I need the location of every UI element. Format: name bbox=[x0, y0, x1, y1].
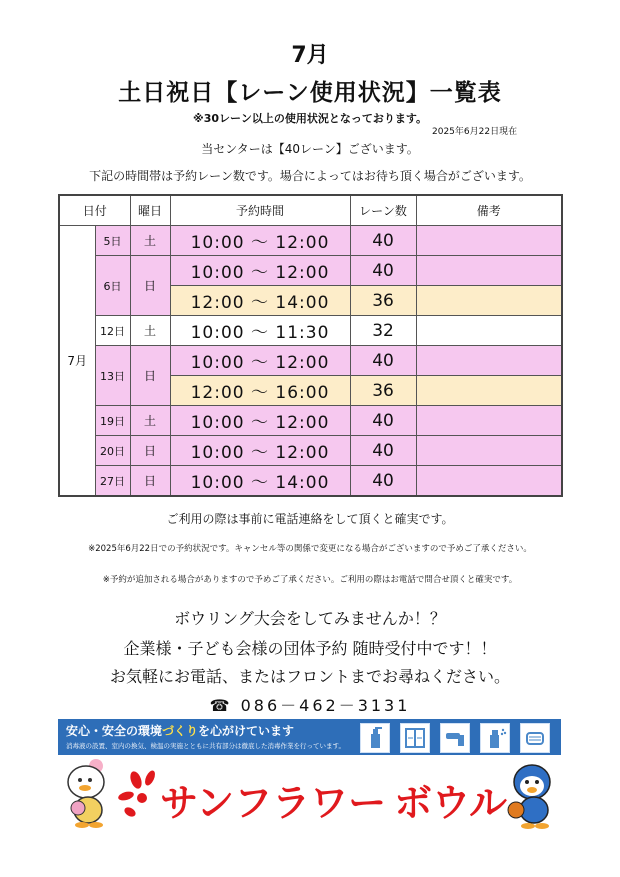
lanes-cell: 40 bbox=[350, 346, 416, 376]
weekday-cell: 日 bbox=[130, 346, 170, 406]
remarks-cell bbox=[416, 346, 562, 376]
contact-note: ご利用の際は事前に電話連絡をして頂くと確実です。 bbox=[166, 512, 454, 526]
remarks-cell bbox=[416, 316, 562, 346]
phone-number bbox=[0, 693, 620, 716]
header-dow: 曜日 bbox=[130, 195, 170, 226]
date-cell: 27日 bbox=[95, 466, 130, 497]
table-row bbox=[59, 406, 562, 436]
time-note: 下記の時間帯は予約レーン数です。場合によってはお待ち頂く場合がございます。 bbox=[89, 169, 531, 183]
header-lanes: レーン数 bbox=[350, 195, 416, 226]
hand-sanitizer-icon bbox=[360, 723, 390, 753]
weekday-cell: 日 bbox=[130, 466, 170, 497]
time-cell: 10:00 ～ 12:00 bbox=[170, 226, 350, 256]
weekday-cell: 日 bbox=[130, 436, 170, 466]
table-row bbox=[59, 226, 562, 256]
table-row bbox=[59, 346, 562, 376]
month-title: 7月 bbox=[291, 43, 329, 68]
promo-line-3: お気軽にお電話、またはフロントまでお尋ねください。 bbox=[109, 667, 510, 686]
lanes-cell: 40 bbox=[350, 406, 416, 436]
date-cell: 19日 bbox=[95, 406, 130, 436]
brand-name: サンフラワー ボウル bbox=[160, 781, 507, 825]
lanes-cell: 32 bbox=[350, 316, 416, 346]
time-cell: 12:00 ～ 14:00 bbox=[170, 286, 350, 316]
lanes-cell: 40 bbox=[350, 256, 416, 286]
schedule-body bbox=[59, 226, 562, 497]
fine-print-2: ※予約が追加される場合がありますので予めご了承ください。ご利用の際はお電話で問合せ頂くと確実です。 bbox=[102, 575, 518, 585]
date-cell: 20日 bbox=[95, 436, 130, 466]
phone-value: 086－462－3131 bbox=[240, 696, 411, 715]
center-info: 当センターは【40レーン】ございます。 bbox=[201, 142, 419, 156]
header-time: 予約時間 bbox=[170, 195, 350, 226]
page-title: 土日祝日【レーン使用状況】一覧表 bbox=[118, 80, 502, 106]
table-row bbox=[59, 436, 562, 466]
lanes-cell: 36 bbox=[350, 286, 416, 316]
time-cell: 10:00 ～ 14:00 bbox=[170, 466, 350, 497]
lanes-cell: 40 bbox=[350, 466, 416, 497]
table-header-row bbox=[59, 195, 562, 226]
time-cell: 10:00 ～ 12:00 bbox=[170, 256, 350, 286]
remarks-cell bbox=[416, 226, 562, 256]
as-of-date: 2025年6月22日現在 bbox=[432, 127, 518, 137]
header-date: 日付 bbox=[59, 195, 130, 226]
thermometer-icon bbox=[440, 723, 470, 753]
remarks-cell bbox=[416, 406, 562, 436]
mascot-left-illustration bbox=[62, 758, 114, 830]
mask-icon bbox=[520, 723, 550, 753]
month-cell: 7月 bbox=[59, 226, 95, 497]
time-cell: 10:00 ～ 11:30 bbox=[170, 316, 350, 346]
lanes-cell: 40 bbox=[350, 436, 416, 466]
sunflower-mark-icon bbox=[118, 769, 157, 818]
weekday-cell: 土 bbox=[130, 226, 170, 256]
mascot-right-illustration bbox=[504, 760, 558, 830]
weekday-cell: 日 bbox=[130, 256, 170, 316]
table-row bbox=[59, 466, 562, 497]
spray-disinfect-icon bbox=[480, 723, 510, 753]
header-remarks: 備考 bbox=[416, 195, 562, 226]
promo-line-1: ボウリング大会をしてみませんか！？ bbox=[174, 609, 446, 628]
promo-line-2: 企業様・子ども会様の団体予約 随時受付中です！！ bbox=[123, 639, 497, 658]
safety-banner bbox=[58, 719, 561, 755]
date-cell: 6日 bbox=[95, 256, 130, 316]
remarks-cell bbox=[416, 436, 562, 466]
weekday-cell: 土 bbox=[130, 406, 170, 436]
lanes-cell: 36 bbox=[350, 376, 416, 406]
date-cell: 12日 bbox=[95, 316, 130, 346]
remarks-cell bbox=[416, 286, 562, 316]
time-cell: 10:00 ～ 12:00 bbox=[170, 436, 350, 466]
safety-headline: 安心・安全の環境づくりを心がけています bbox=[66, 724, 295, 738]
time-cell: 12:00 ～ 16:00 bbox=[170, 376, 350, 406]
date-cell: 13日 bbox=[95, 346, 130, 406]
table-row bbox=[59, 256, 562, 286]
ventilation-icon bbox=[400, 723, 430, 753]
remarks-cell bbox=[416, 376, 562, 406]
lanes-cell: 40 bbox=[350, 226, 416, 256]
date-cell: 5日 bbox=[95, 226, 130, 256]
phone-icon: ☎ bbox=[209, 696, 233, 715]
table-row bbox=[59, 316, 562, 346]
fine-print-1: ※2025年6月22日での予約状況です。キャンセル等の関係で変更になる場合がございますので予めご了承ください。 bbox=[88, 544, 532, 554]
time-cell: 10:00 ～ 12:00 bbox=[170, 346, 350, 376]
time-cell: 10:00 ～ 12:00 bbox=[170, 406, 350, 436]
weekday-cell: 土 bbox=[130, 316, 170, 346]
remarks-cell bbox=[416, 256, 562, 286]
lane-schedule-table bbox=[58, 194, 563, 497]
safety-subtext: 消毒液の設置、室内の換気、検温の実施とともに共有部分は徹底した消毒作業を行っています。 bbox=[66, 742, 345, 750]
usage-note: ※30レーン以上の使用状況となっております。 bbox=[193, 112, 427, 125]
remarks-cell bbox=[416, 466, 562, 497]
